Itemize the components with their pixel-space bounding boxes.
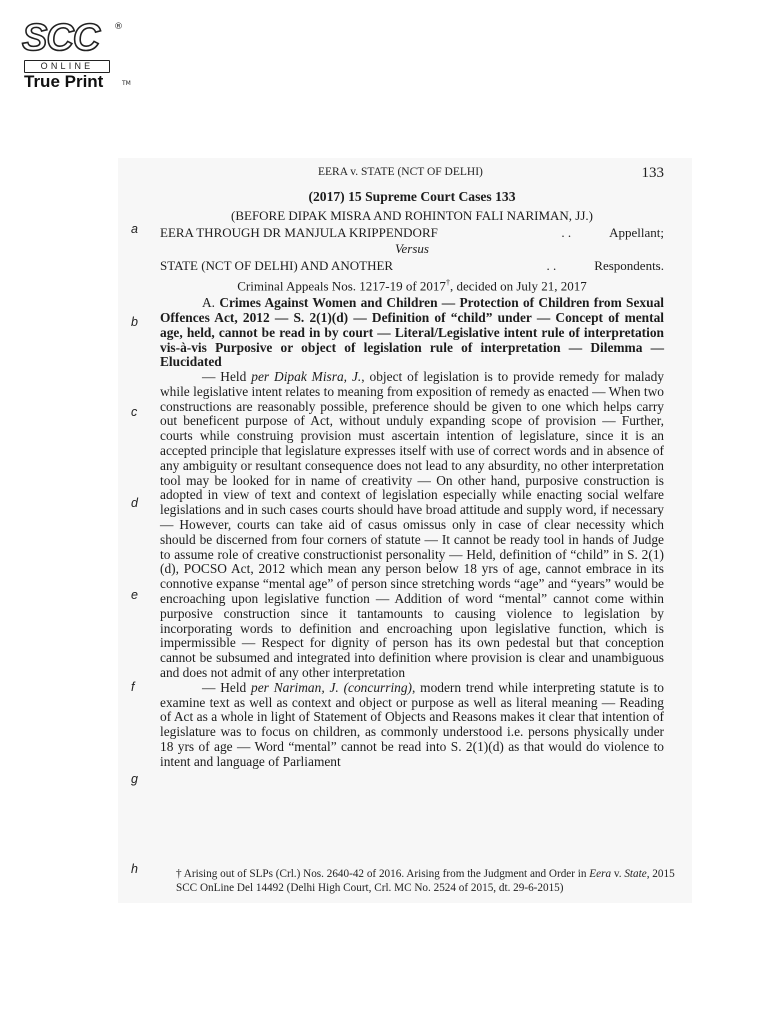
- para1-text-a: , object of legislation is to provide remedy for malady while legislative intent relates to meaning from exposition of remedy as enacted — When two constructions are reasonably possible, preference should be given to one which helps carry out beneficent purpose of Act, without unduly expanding scope of provision — Further, courts while construing provision must ascertain intention of legislature, since it is an accepted principle that legislature expresses itself with use of correct words and in absence of any ambiguity or resultant consequence does not lead to any absurdity, no other interpretation tool may be looked for in name of creativity — On other hand, purposive construction is adopted in view of text and context of legislation especially while enacting social welfare legislations and in such cases courts should have broad attitude and supply word, if necessary — However, courts can take aid of casus omissus only in case of clear necessity which should be discerned from four corners of statute — It cannot be ready tool in hands of Judge to assume role of creative constructionist personality — Held, definition of “child” in S. 2(1)(d),: [160, 369, 664, 577]
- headnote-text: Crimes Against Women and Children — Protection of Children from Sexual Offences Act, 2012 — S. 2(1)(d) — Definition of “child” under — Concept of mental age, held, cannot be read in by court — Literal/Legislative intent rule of interpretation vis-à-vis Purposive or object of legislation rule of interpretation — Dilemma — Elucidated: [160, 295, 664, 370]
- held-paragraph-nariman: [160, 681, 664, 770]
- margin-letter-f: f: [131, 680, 135, 694]
- headnote-letter: A.: [202, 295, 216, 311]
- respondent-dots: . .: [546, 258, 557, 274]
- versus-label: Versus: [395, 241, 429, 257]
- footnote-dagger: †: [176, 868, 182, 880]
- margin-letter-g: g: [131, 772, 138, 786]
- footnote-text-b: v.: [613, 868, 622, 880]
- respondent-row: [160, 259, 664, 274]
- logo-tagline: True Print: [24, 72, 104, 91]
- appellant-name: EERA THROUGH DR MANJULA KRIPPENDORF: [160, 224, 438, 240]
- bench-line: (BEFORE DIPAK MISRA AND ROHINTON FALI NARIMAN, JJ.): [231, 207, 593, 223]
- footnote-text-c: , 2015 SCC OnLine Del 14492 (Delhi High Court, Crl. MC No. 2524 of 2015, dt. 29-6-2015): [176, 868, 675, 894]
- logo-trademark: TM: [122, 80, 131, 87]
- scc-online-logo: [16, 14, 131, 94]
- para1-lead: — Held: [202, 369, 247, 385]
- margin-letter-a: a: [131, 222, 138, 236]
- appeal-dagger: †: [445, 277, 450, 287]
- para1-judge: per Dipak Misra, J.: [251, 369, 362, 385]
- page-number: 133: [641, 165, 664, 181]
- footnote: [176, 868, 676, 895]
- page-header: [160, 166, 664, 186]
- appellant-row: [160, 226, 664, 241]
- appeal-numbers: Criminal Appeals Nos. 1217-19 of 2017: [237, 278, 446, 294]
- running-head: EERA v. STATE (NCT OF DELHI): [318, 166, 483, 178]
- margin-letter-d: d: [131, 496, 138, 510]
- headnote-a: [160, 296, 664, 370]
- judgment-content: [160, 190, 664, 770]
- logo-scc-text: SCC: [22, 17, 100, 59]
- appellant-role-group: [561, 226, 664, 241]
- margin-letter-h: h: [131, 862, 138, 876]
- appeal-decided: , decided on July 21, 2017: [449, 278, 587, 294]
- appellant-dots: . .: [561, 224, 572, 240]
- para2-text: , modern trend while interpreting statute is to examine text as well as context and object or purpose as well as literal meaning — Reading of Act as a whole in light of Statement of Objects and Reasons makes it clear that intention of legislature was to focus on children, as commonly understood i.e. persons physically under 18 yrs of age — Word “mental” cannot be read into S. 2(1)(d) as that would do violence to intent and language of Parliament: [160, 679, 664, 769]
- para2-lead: — Held: [202, 679, 247, 695]
- margin-letter-c: c: [131, 405, 138, 419]
- para1-pocso: POCSO: [183, 561, 227, 577]
- footnote-case-name: Eera: [589, 868, 612, 880]
- respondent-role-group: [547, 259, 664, 274]
- appeal-line: [160, 276, 664, 294]
- case-citation: (2017) 15 Supreme Court Cases 133: [308, 189, 516, 204]
- para1-text-b: Act, 2012 which mean any person below 18 yrs of age, cannot embrace in its connotive expanse “mental age” of person since stretching words “age” and “years” would be encroaching upon legislative function — Addition of word “mental” cannot come within purposive construction since it tantamounts to causing violence to legislation by incorporating words to definition and encroaching upon legislative function, which is impermissible — Respect for dignity of person has its own pedestal but that conception cannot be subsumed and integrated into definition where provision is clear and unambiguous and does not admit of any other interpretation: [160, 561, 664, 681]
- margin-letter-e: e: [131, 588, 138, 602]
- footnote-text-a: Arising out of SLPs (Crl.) Nos. 2640-42 of 2016. Arising from the Judgment and Order in: [183, 868, 587, 880]
- respondent-name: STATE (NCT OF DELHI) AND ANOTHER: [160, 258, 394, 274]
- margin-letter-b: b: [131, 315, 138, 329]
- logo-online-text: ONLINE: [24, 60, 110, 73]
- footnote-state-name: State: [624, 868, 647, 880]
- logo-registered-mark: ®: [114, 22, 123, 32]
- held-paragraph-misra: [160, 370, 664, 681]
- appellant-role: Appellant;: [609, 224, 664, 240]
- respondent-role: Respondents.: [594, 258, 664, 274]
- para2-judge: per Nariman, J. (concurring): [251, 679, 413, 695]
